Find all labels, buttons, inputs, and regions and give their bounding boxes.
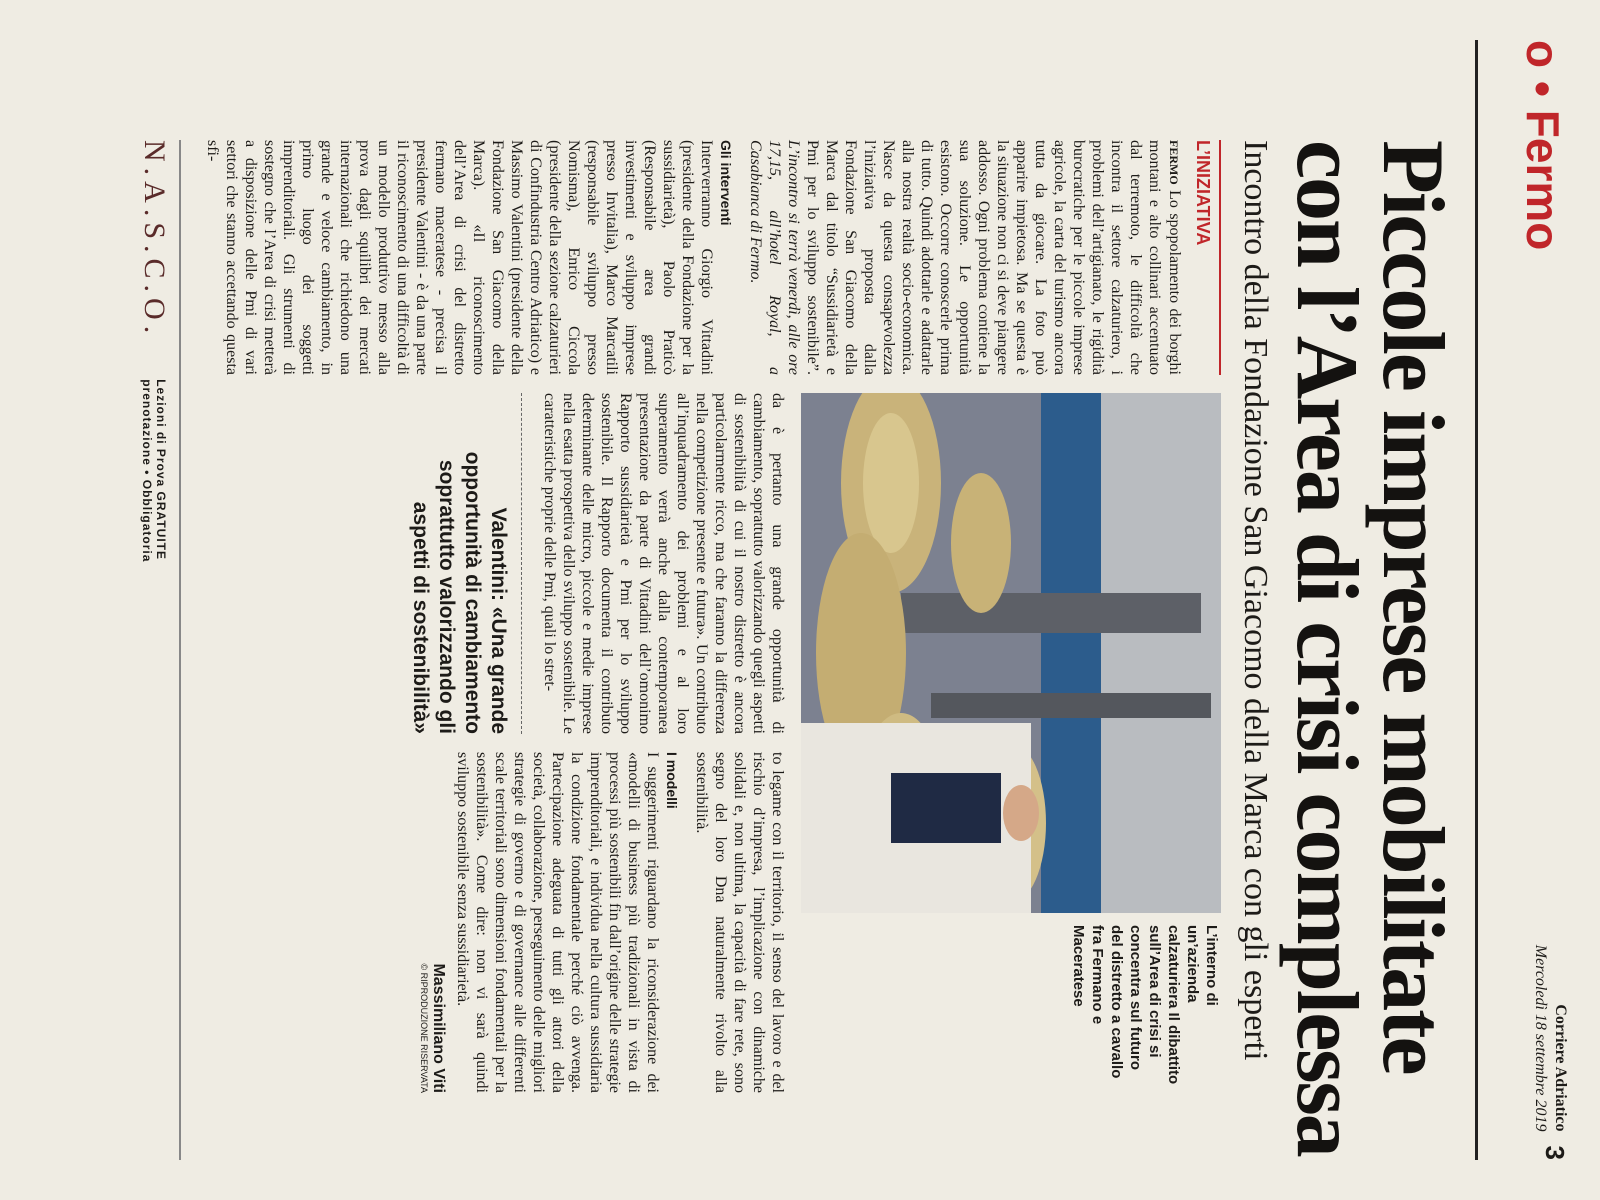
article-headline xyxy=(1278,140,1461,1160)
masthead-info xyxy=(1530,945,1570,1132)
ad-brand: N.A.S.C.O. xyxy=(138,140,171,340)
page-header xyxy=(1475,40,1570,1160)
models-paragraph: I suggerimenti riguardano la riconsiderazione dei «modelli di business più tradizionali in vista di processi più sostenibili fin dall’origine delle strategie imprenditoriali, e individua nella cultura sussidiaria la condizione fondamentale perché ciò avvenga. Partecipazione adeguata di tutti gli attori della società, collaborazione, perseguimento delle migliori strategie di governo e di governance alle differenti scale territoriali sono dimensioni fondamentali per la sostenibilità». Come dire: non vi sarà quindi sviluppo sostenibile senza sussidiarietà. xyxy=(454,752,661,1093)
left-column xyxy=(203,140,1221,375)
photo-row xyxy=(801,393,1221,1093)
headline-first-line: Piccole imprese mobilitate xyxy=(1364,140,1461,1074)
middle-column xyxy=(407,393,787,734)
publication-date: Mercoledì 18 settembre 2019 xyxy=(1532,944,1549,1132)
shoe-factory-illustration xyxy=(801,393,1221,913)
pull-quote: Valentini: «Una grande opportunità di cambiamento soprattutto valorizzando gli aspetti di sostenibilità» xyxy=(407,393,522,734)
ad-text-block xyxy=(140,379,168,562)
headline-second-line: con l’Area di crisi complessa xyxy=(1278,140,1375,1156)
section-name: o • Fermo xyxy=(1517,40,1569,251)
section-heading-modelli: I modelli xyxy=(664,752,680,809)
section-heading-interventi: Gli interventi xyxy=(718,140,734,226)
newspaper-name: Corriere Adriatico xyxy=(1552,1004,1569,1132)
dateline: FERMO xyxy=(1167,140,1181,185)
factory-photo xyxy=(801,393,1221,913)
photo-caption: L’interno di un’azienda calzaturiera Il dibattito sull’Area di crisi si concentra sul futuro del distretto a cavallo fra Fermano e Maceratese xyxy=(1070,925,1220,1085)
intro-text: Lo spopolamento dei borghi montani e alto collinari accentuato dal terremoto, le difficoltà che incontra il settore calzaturiero, i problemi dell’artigianato, le rigidità burocratiche per le piccole imprese agricole, la carta del turismo ancora tutta da giocare. La foto può apparire impietosa. Ma se questa è la situazione non ci si deve piangere addosso. Ogni problema contiene la sua soluzione. Le opportunità esistono. Occorre conoscerle prima di tutto. Quindi adottarle e adattarle alla nostra realtà socio-economica. Nasce da questa consapevolezza l’iniziativa proposta dalla Fondazione San Giacomo della Marca dal titolo “Sussidiarietà e Pmi per lo sviluppo sostenibile”. xyxy=(804,140,1183,375)
right-column xyxy=(407,752,787,1093)
copyright-notice: © RIPRODUZIONE RISERVATA xyxy=(419,963,429,1093)
article-body xyxy=(203,140,1221,1160)
ad-text-line-2: prenotazione • Obbligatoria xyxy=(140,379,154,563)
article-subheadline: Incontro della Fondazione San Giacomo della Marca con gli esperti xyxy=(1237,140,1274,1061)
speakers-paragraph: Interverranno Giorgio Vittadini (presidente della Fondazione per la sussidiarietà), Paolo Praticò (Responsabile area grandi investimenti e sviluppo imprese presso Invitalia), Marco Marcatili (responsabile sviluppo presso Nomisma), Enrico Ciccola (presidente della sezione calzaturieri di Confindustria Centro Adriatico) e Massimo Valentini (presidente della Fondazione San Giacomo della Marca). «Il riconoscimento dell’Area di crisi del distretto fermano maceratese - precisa il presidente Valentini - è da una parte il riconoscimento di una difficoltà di un modello produttivo messo alla prova dagli squilibri dei mercati internazionali che richiedono una grande e veloce cambiamento, in primo luogo dei soggetti imprenditoriali. Gli strumenti di sostegno che l’Area di crisi metterà a disposizione delle Pmi di vari settori che stanno accettando questa sfi- xyxy=(204,140,715,375)
kicker-label: L’INIZIATIVA xyxy=(1192,140,1221,375)
page-number-label: 3 xyxy=(1540,1145,1570,1160)
advertisement-strip xyxy=(137,140,181,1160)
event-details: L’incontro si terrà venerdì, alle ore 17,15, all’hotel Royal, a Casabianca di Fermo. xyxy=(747,140,802,375)
right-block xyxy=(203,393,1221,1093)
lower-columns xyxy=(407,393,787,1093)
header-meta xyxy=(1530,945,1570,1160)
right-column-text: to legame con il territorio, il senso del lavoro e del rischio d’impresa, l’implicazione con dinamiche solidali e, non ultima, la capacità di fare rete, sono segno del loro Dna naturalmente rivolto alla sostenibilità. xyxy=(693,752,786,1093)
middle-column-text: da è pertanto una grande opportunità di cambiamento, soprattutto valorizzando quegli aspetti di sostenibilità di cui il nostro distretto è ancora particolarmente ricco, ma che faranno la differenza nella competizione presente e futura». Un contributo all’inquadramento dei problemi e al loro superamento verrà anche dalla contemporanea presentazione da parte di Vittadini dell’omonimo Rapporto sussidiarietà e Pmi per lo sviluppo sostenibile. Il Rapporto documenta il contributo determinante delle micro, piccole e medie imprese nella esatta prospettiva dello sviluppo sostenibile. Le caratteristiche proprie delle Pmi, quali lo stret- xyxy=(541,393,786,734)
ad-text-line-1: Lezioni di Prova GRATUITE xyxy=(154,379,168,560)
intro-paragraph xyxy=(746,140,1184,375)
author-byline: Massimiliano Viti xyxy=(430,963,447,1093)
